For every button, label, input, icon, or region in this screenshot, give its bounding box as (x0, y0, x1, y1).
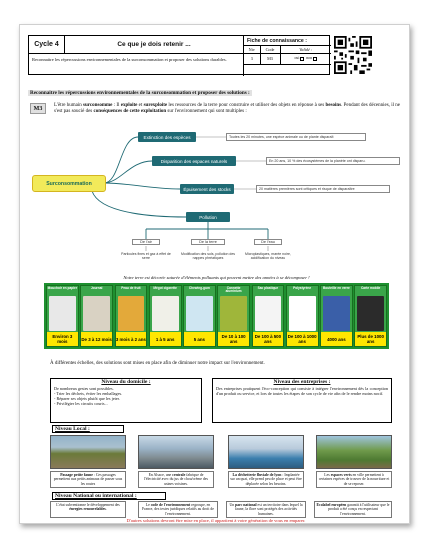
cycle-label: Cycle 4 (29, 36, 65, 54)
pollution-air-detail: Particules fines et gaz à effet de serre (121, 252, 171, 261)
surconsommation-node: Surconsommation (32, 175, 106, 192)
decomposition-item (354, 285, 387, 347)
local-card-2: En Alsace, une centrale fabrique de l'électricité avec du jus de chou/crème des usines voisines. (138, 471, 214, 488)
decomposition-item-image (186, 296, 213, 331)
note-epuisement: 20 matières premières sont critiques et risque de disparaître (256, 185, 390, 193)
domicile-title: Niveau du domicile : (101, 379, 151, 385)
decomposition-item-image (323, 296, 350, 331)
photo-espaces-verts (316, 435, 392, 469)
decomposition-item-name: Peau de fruit (121, 286, 141, 290)
pollution-node: Pollution (186, 212, 230, 222)
decomposition-item-duration: De 100 à 500 ans (253, 332, 284, 346)
decomposition-item-image (220, 296, 247, 331)
decomposition-item-duration: De 10 à 100 ans (218, 332, 249, 346)
decomposition-item (115, 285, 148, 347)
decomposition-item (80, 285, 113, 347)
branch-extinction: Extinction des espèces (138, 132, 196, 142)
pollution-air-label: De l'air (132, 239, 160, 245)
national-card-1: L'état subventionne le développement des énergies renouvelables. (50, 501, 126, 518)
m3-badge: M3 (30, 103, 46, 114)
decomposition-item-duration: 5 ans (184, 332, 215, 346)
decomposition-item-duration: 4000 ans (321, 332, 352, 346)
domicile-line-2: - Trier les déchets, éviter les emballages. (54, 391, 123, 396)
decomposition-item-name: Sac plastique (257, 286, 279, 290)
entreprises-text: Des entreprises pratiquent l'éco-conception qui consiste à intégrer l'environnement dès la conception d'un produit ou service, et lors de toutes les étapes de son cycle de vie afin de le rendre moins nocif. (216, 386, 388, 396)
national-card-4: Ecolabel européen garantit à l'utilisateur que le produit a été conçu en respectant l'environnement. (314, 501, 392, 518)
decomposition-item-duration: Environ 3 mois (47, 332, 78, 346)
national-title: Niveau National ou international : (52, 492, 166, 500)
decomposition-item-name: Carte mobile (360, 286, 381, 290)
note-extinction: Toutes les 20 minutes, une espèce animale ou de plante disparaît (226, 133, 366, 141)
niv-value: 3 (244, 53, 260, 64)
decomposition-item-image (118, 296, 145, 331)
decomposition-item-name: Cannette aluminium (225, 286, 242, 294)
entreprises-title: Niveau des entreprises : (273, 379, 331, 385)
fiche-box (243, 36, 331, 76)
decomposition-item (286, 285, 319, 347)
decomposition-item-image (152, 296, 179, 331)
decomposition-item (183, 285, 216, 347)
decomposition-item-image (357, 296, 384, 331)
non-checkbox[interactable] (313, 57, 317, 61)
branch-disparition: Disparition des espaces naturels (152, 156, 236, 166)
local-title: Niveau Local : (52, 425, 124, 433)
local-card-4: Les espaces verts en ville permettent à certaines espèces de trouver de la nourriture et de se reposer. (316, 471, 392, 488)
decomposition-item-duration: Plus de 1000 ans (355, 332, 386, 346)
decomposition-item-image (49, 296, 76, 331)
domicile-line-3: - Réparer ses objets plutôt que les jeter. (54, 396, 120, 401)
mind-map (20, 125, 410, 275)
decomposition-item (252, 285, 285, 347)
domicile-box (50, 378, 202, 423)
fiche-table (244, 46, 331, 65)
entreprises-box (212, 378, 392, 423)
decomposition-item-name: Mégot cigarette (153, 286, 177, 290)
decomposition-item-name: Chewing-gum (188, 286, 210, 290)
decomposition-item-duration: De 100 à 1000 ans (287, 334, 317, 344)
validation-checkboxes: oui non (280, 53, 331, 64)
decomposition-item (217, 285, 250, 347)
footer-note: D'autres solutions devront être mise en place, il appartient à votre génération de vous en emparer. (126, 518, 306, 523)
local-card-3: La déchetterie fluviale de lyon : Implantée sur un quai, elle prend peu de place et peut être déplacée selon les besoins. (228, 471, 304, 488)
document-page (19, 24, 410, 524)
page-title: Ce que je dois retenir ... (65, 36, 243, 54)
code-value: M3 (260, 53, 280, 64)
photo-dechetterie (228, 435, 304, 469)
national-card-3: Un parc national est un territoire dans lequel la faune, la flore sont protégés des activités humaines. (226, 501, 306, 518)
pollution-eau-detail: Microplastiques, marée noire, acidification du niveau (245, 252, 291, 261)
photo-passage-faune (50, 435, 126, 469)
decomposition-item-image (83, 296, 110, 331)
col-code: Code (260, 46, 280, 53)
oui-checkbox[interactable] (300, 57, 304, 61)
decomposition-item (320, 285, 353, 347)
pollution-terre-detail: Modification des sols, pollution des nappes phréatiques (180, 252, 236, 261)
objective-text: Reconnaitre les répercussions environnementales de la surconsommation et proposer des solutions durables. (32, 57, 227, 62)
col-valide: Validé : (280, 46, 331, 53)
domicile-line-4: - Privilégier les circuits courts... (54, 401, 108, 406)
decomposition-caption: Notre terre est décorée saturée d'éléments polluants qui peuvent mettre des années à se décomposer ! (123, 275, 310, 280)
fiche-title: Fiche de connaissance : (244, 36, 331, 46)
domicile-line-1: De nombreux gestes sont possibles. (54, 386, 114, 391)
decomposition-item-name: Polystyrène (293, 286, 312, 290)
decomposition-strip (44, 283, 389, 349)
decomposition-item-name: Mouchoir en papier (47, 286, 78, 290)
decomposition-item-name: Journal (90, 286, 103, 290)
section-title: Reconnaitre les répercussions environnementales de la surconsommation et proposer des solutions : (30, 90, 250, 96)
photo-centrale (138, 435, 214, 469)
decomposition-item-image (289, 296, 316, 331)
decomposition-item (46, 285, 79, 347)
decomposition-item-duration: 3 mois à 2 ans (116, 332, 147, 346)
decomposition-item (149, 285, 182, 347)
pollution-terre-label: De la terre (191, 239, 225, 245)
national-card-2: Le code de l'environnement regroupe, en France, des textes juridiques relatifs au droit de l'environnement. (138, 501, 218, 518)
decomposition-item-name: Bouteille en verre (323, 286, 350, 290)
qr-code-image (334, 35, 372, 75)
col-niv: Niv (244, 46, 260, 53)
branch-epuisement: Épuisement des stocks (180, 184, 234, 194)
local-card-1: Passage petite faune : Ces passages permettent aux petits animaux de passer sous les routes (50, 471, 126, 488)
solutions-intro: À différentes échelles, des solutions sont mises en place afin de diminuer notre impact sur l'environnement. (50, 361, 265, 366)
decomposition-item-duration: 1 à 5 ans (150, 332, 181, 346)
note-disparition: En 20 ans, 10 % des écosystèmes de la planète ont disparu. (266, 157, 400, 165)
intro-paragraph: L'être humain surconsomme : Il exploite et surexploite les ressources de la terre pour construire et utiliser des objets en réponse à ses besoins. Pendant des décennies, il ne s'est pas soucié des conséquences de cette exploitation sur l'environnement qui sont multiples : (54, 103, 401, 115)
decomposition-item-image (255, 296, 282, 331)
header-table (28, 35, 330, 75)
pollution-eau-label: De l'eau (254, 239, 282, 245)
decomposition-item-duration: De 3 à 12 mois (81, 332, 112, 346)
